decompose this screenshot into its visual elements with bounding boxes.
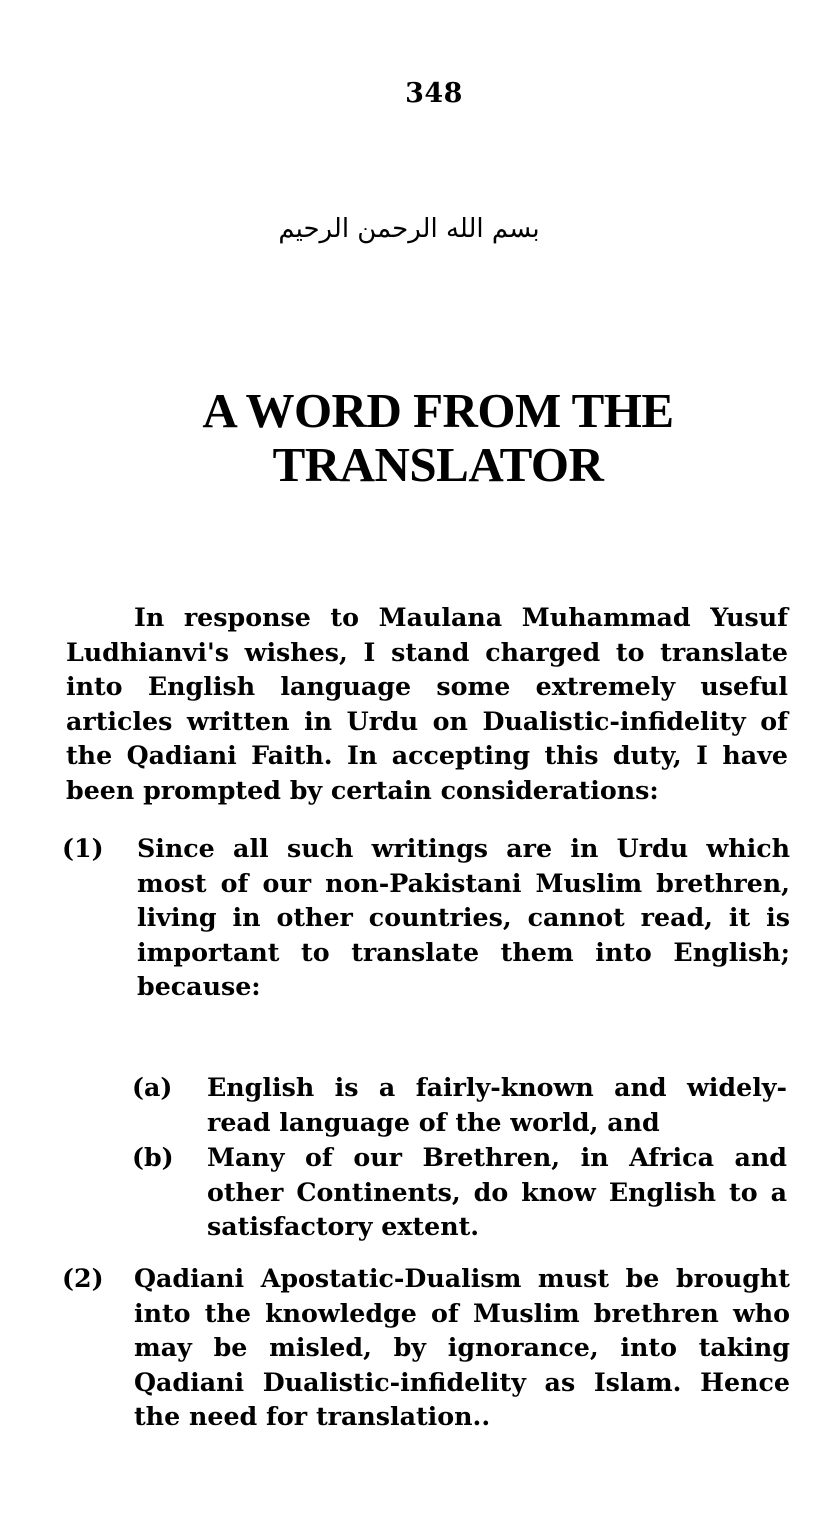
page-number: 348 [405,78,463,109]
intro-paragraph: In response to Maulana Muhammad Yusuf Ludhianvi's wishes, I stand charged to translate into English language some extremely useful articles written in Urdu on Dualistic-infidelity of the Qadiani Faith. In accepting this duty, I have been prompted by certain considerations: [66,602,788,805]
basmala: بسم الله الرحمن الرحيم [278,214,540,244]
sub-marker-a: (a) [132,1072,173,1102]
title-line-2: TRANSLATOR [272,437,604,492]
sub-item-b-text: Many of our Brethren, in Africa and other Continents, do know English to a satisfactory extent. [207,1142,787,1241]
list-item-1-text: Since all such writings are in Urdu which most of our non-Pakistani Muslim brethren, living in other countries, cannot read, it is important to translate them into English; because: [137,833,790,1001]
list-item-2-text: Qadiani Apostatic-Dualism must be brought into the knowledge of Muslim brethren who may be misled, by ignorance, into taking Qadiani Dualistic-infidelity as Islam. Hence the need for translation.. [134,1263,790,1431]
title-line-1: A WORD FROM THE [202,383,674,438]
page-title [0,384,840,492]
sub-marker-b: (b) [132,1142,174,1172]
list-marker-1: (1) [62,833,104,863]
list-marker-2: (2) [62,1263,104,1293]
sub-item-a-text: English is a fairly-known and widely-read language of the world, and [207,1072,787,1137]
